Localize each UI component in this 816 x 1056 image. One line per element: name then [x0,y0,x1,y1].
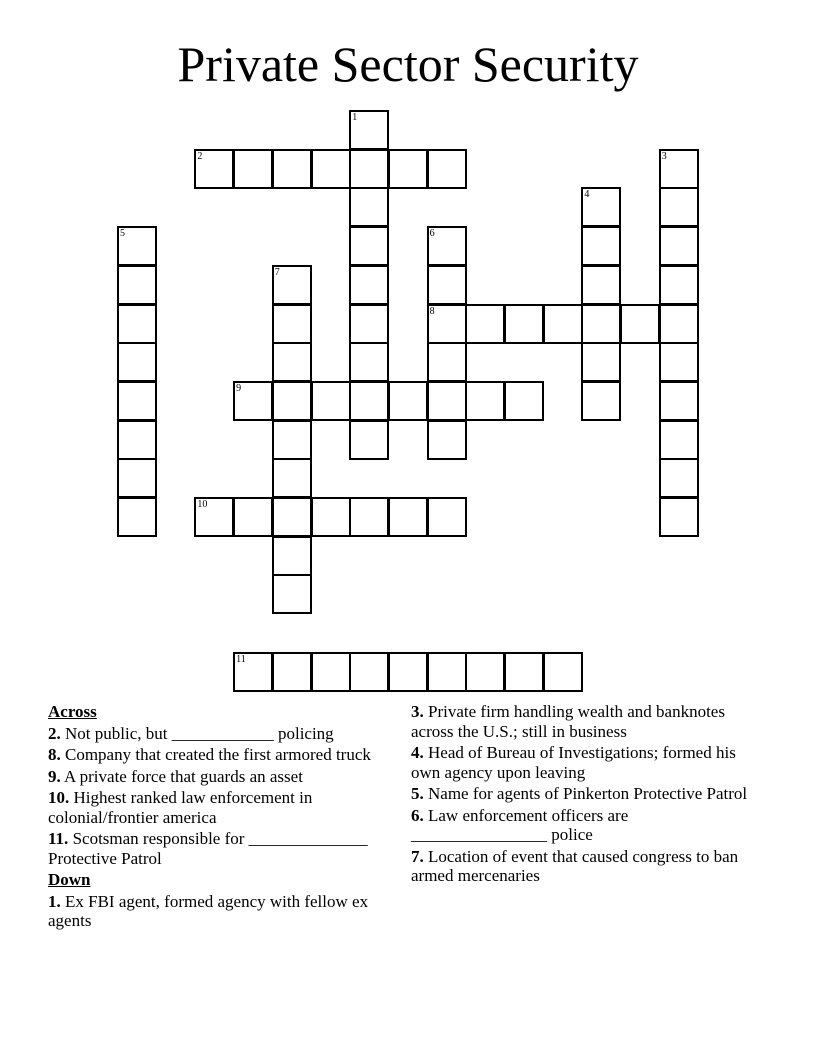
grid-cell[interactable] [272,536,312,576]
grid-cell[interactable] [543,304,583,344]
grid-cell[interactable] [349,342,389,382]
grid-cell[interactable] [659,226,699,266]
grid-cell[interactable] [349,187,389,227]
grid-cell[interactable] [349,265,389,305]
clue-column-right [411,702,756,888]
clue-number: 5 [120,228,125,240]
grid-cell[interactable] [233,497,273,537]
grid-cell[interactable] [349,149,389,189]
grid-cell[interactable] [349,497,389,537]
down-clue: 5. Name for agents of Pinkerton Protective Patrol [411,784,748,803]
grid-cell[interactable] [311,381,351,421]
grid-cell[interactable] [427,342,467,382]
grid-cell[interactable] [272,381,312,421]
clue-number: 1 [352,112,358,123]
grid-cell[interactable] [117,304,157,344]
grid-cell[interactable] [427,265,467,305]
clue-number: 4 [584,189,590,201]
grid-cell[interactable] [659,149,699,189]
grid-cell[interactable] [388,149,428,189]
grid-cell[interactable] [117,381,157,421]
grid-cell[interactable] [272,265,312,305]
grid-cell[interactable] [659,420,699,460]
grid-cell[interactable] [659,265,699,305]
grid-cell[interactable] [349,652,389,692]
grid-cell[interactable] [272,497,312,537]
grid-cell[interactable] [620,304,660,344]
grid-cell[interactable] [349,381,389,421]
grid-cell[interactable] [117,265,157,305]
grid-cell[interactable] [659,187,699,227]
grid-cell[interactable] [272,652,312,692]
clue-number: 6 [429,228,435,240]
grid-cell[interactable] [388,652,428,692]
down-clue: 6. Law enforcement officers are ________________ police [411,805,629,844]
grid-cell[interactable] [581,265,621,305]
clue-column-left [48,702,383,933]
across-heading: Across [48,702,97,721]
grid-cell[interactable] [427,381,467,421]
grid-cell[interactable] [311,149,351,189]
grid-cell[interactable] [504,381,544,421]
grid-cell[interactable] [465,381,505,421]
grid-cell[interactable] [117,420,157,460]
grid-cell[interactable] [427,420,467,460]
grid-cell[interactable] [465,304,505,344]
page-title: Private Sector Security [177,36,639,92]
grid-cell[interactable] [581,342,621,382]
grid-cell[interactable] [272,574,312,614]
down-clue: 1. Ex FBI agent, formed agency with fellow ex agents [48,891,369,930]
grid-cell[interactable] [349,110,389,150]
grid-cell[interactable] [233,381,273,421]
across-clue: 2. Not public, but ____________ policing [48,723,334,743]
down-heading: Down [48,870,91,889]
clue-number: 11 [236,653,246,665]
grid-cell[interactable] [581,226,621,266]
grid-cell[interactable] [349,304,389,344]
clue-number: 9 [236,382,242,394]
grid-cell[interactable] [427,304,467,344]
clue-number: 7 [274,266,280,278]
clue-number: 2 [197,150,203,162]
grid-cell[interactable] [117,226,157,266]
grid-cell[interactable] [117,497,157,537]
grid-cell[interactable] [659,304,699,344]
grid-cell[interactable] [311,652,351,692]
grid-cell[interactable] [659,497,699,537]
grid-cell[interactable] [659,381,699,421]
grid-cell[interactable] [427,652,467,692]
grid-cell[interactable] [272,149,312,189]
grid-cell[interactable] [659,458,699,498]
grid-cell[interactable] [388,497,428,537]
clue-number: 8 [429,305,435,317]
across-clue: 11. Scotsman responsible for ______________ Protective Patrol [48,829,368,868]
down-clue: 4. Head of Bureau of Investigations; formed his own agency upon leaving [411,743,736,782]
grid-cell[interactable] [349,226,389,266]
grid-cell[interactable] [388,381,428,421]
down-clue: 3. Private firm handling wealth and banknotes across the U.S.; still in business [411,702,725,741]
grid-cell[interactable] [504,304,544,344]
clue-number: 10 [197,499,208,510]
grid-cell[interactable] [659,342,699,382]
grid-cell[interactable] [117,342,157,382]
grid-cell[interactable] [427,226,467,266]
grid-cell[interactable] [427,149,467,189]
grid-cell[interactable] [311,497,351,537]
across-clue: 8. Company that created the first armored truck [48,745,371,764]
grid-cell[interactable] [543,652,583,692]
grid-cell[interactable] [504,652,544,692]
grid-cell[interactable] [233,652,273,692]
grid-cell[interactable] [117,458,157,498]
grid-cell[interactable] [272,304,312,344]
clue-number: 3 [661,150,667,162]
grid-cell[interactable] [349,420,389,460]
grid-cell[interactable] [581,187,621,227]
across-clue: 10. Highest ranked law enforcement in colonial/frontier america [48,788,313,827]
grid-cell[interactable] [427,497,467,537]
grid-cell[interactable] [233,149,273,189]
across-clue: 9. A private force that guards an asset [48,766,303,786]
grid-cell[interactable] [194,149,234,189]
grid-cell[interactable] [465,652,505,692]
grid-cell[interactable] [272,342,312,382]
down-clue: 7. Location of event that caused congress to ban armed mercenaries [411,846,739,885]
grid-cell[interactable] [581,304,621,344]
grid-cell[interactable] [194,497,234,537]
grid-cell[interactable] [272,420,312,460]
grid-cell[interactable] [272,458,312,498]
grid-cell[interactable] [581,381,621,421]
